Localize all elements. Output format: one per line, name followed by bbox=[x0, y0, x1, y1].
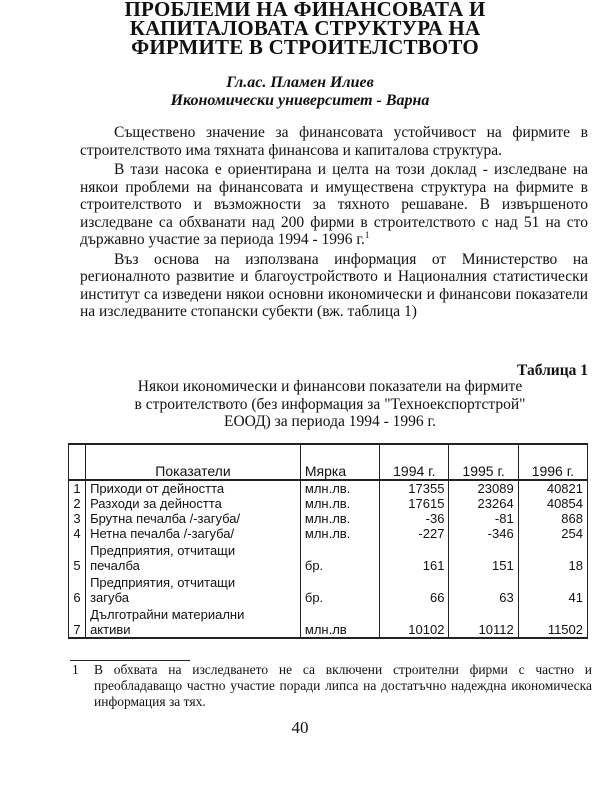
row-index: 3 bbox=[69, 511, 86, 526]
row-value-1994: -36 bbox=[380, 511, 449, 526]
row-value-1994: 10102 bbox=[380, 605, 449, 638]
row-index: 7 bbox=[69, 605, 86, 638]
row-value-1995: 23089 bbox=[449, 480, 518, 496]
table-caption bbox=[70, 378, 590, 431]
row-unit: бр. bbox=[300, 573, 379, 605]
row-value-1994: 17355 bbox=[380, 480, 449, 496]
table-caption-line-1: Някои икономически и финансови показатели на фирмите bbox=[137, 378, 523, 395]
row-value-1995: 23264 bbox=[449, 496, 518, 511]
header-1994: 1994 г. bbox=[380, 444, 449, 480]
row-value-1994: -227 bbox=[380, 526, 449, 541]
title-line-1: ПРОБЛЕМИ НА ФИНАНСОВАТА И bbox=[124, 0, 486, 21]
table-header-row bbox=[69, 444, 588, 480]
row-unit: бр. bbox=[300, 541, 379, 573]
footnote-mark: 1 bbox=[72, 662, 79, 677]
row-unit: млн.лв. bbox=[300, 526, 379, 541]
row-value-1995: 151 bbox=[449, 541, 518, 573]
paragraph-1: Съществено значение за финансовата устойчивост на фирмите в строителството има тяхната финансова и капиталова структура. bbox=[80, 124, 588, 159]
row-unit: млн.лв. bbox=[300, 480, 379, 496]
row-value-1996: 254 bbox=[518, 526, 587, 541]
author-name: Гл.ас. Пламен Илиев bbox=[226, 74, 374, 91]
row-value-1996: 41 bbox=[518, 573, 587, 605]
row-value-1995: -81 bbox=[449, 511, 518, 526]
row-indicator-line-2: загуба bbox=[90, 590, 130, 605]
row-indicator bbox=[86, 541, 301, 573]
row-indicator bbox=[86, 526, 301, 541]
row-indicator-line-1: Брутна печалба /-загуба/ bbox=[90, 511, 241, 526]
row-indicator bbox=[86, 605, 301, 638]
table-row bbox=[69, 480, 588, 496]
row-indicator bbox=[86, 480, 301, 496]
row-indicator-line-2: печалба bbox=[90, 558, 140, 573]
row-indicator bbox=[86, 496, 301, 511]
row-indicator-line-1: Предприятия, отчитащи bbox=[90, 543, 236, 558]
footnote bbox=[72, 662, 592, 710]
table-row bbox=[69, 573, 588, 605]
row-index: 1 bbox=[69, 480, 86, 496]
row-index: 2 bbox=[69, 496, 86, 511]
row-indicator bbox=[86, 573, 301, 605]
row-value-1996: 868 bbox=[518, 511, 587, 526]
row-indicator bbox=[86, 511, 301, 526]
row-unit: млн.лв. bbox=[300, 496, 379, 511]
header-index bbox=[69, 444, 86, 480]
row-indicator-line-1: Приходи от дейността bbox=[90, 481, 225, 496]
indicators-table bbox=[68, 443, 588, 639]
author-affiliation: Икономически университет - Варна bbox=[170, 92, 430, 109]
table-label: Таблица 1 bbox=[517, 362, 588, 379]
table-row bbox=[69, 605, 588, 638]
table-caption-line-3: ЕООД) за периода 1994 - 1996 г. bbox=[223, 413, 436, 430]
row-indicator-line-1: Нетна печалба /-загуба/ bbox=[90, 526, 235, 541]
row-unit: млн.лв bbox=[300, 605, 379, 638]
footnote-reference: 1 bbox=[364, 229, 370, 240]
row-index: 5 bbox=[69, 541, 86, 573]
row-indicator-line-1: Предприятия, отчитащи bbox=[90, 575, 236, 590]
row-value-1996: 18 bbox=[518, 541, 587, 573]
row-indicator-line-1: Дълготрайни материални bbox=[90, 607, 245, 622]
header-1996: 1996 г. bbox=[518, 444, 587, 480]
paragraph-2 bbox=[80, 161, 588, 249]
title-line-3: ФИРМИТЕ В СТРОИТЕЛСТВОТО bbox=[131, 35, 479, 59]
row-value-1995: 10112 bbox=[449, 605, 518, 638]
row-value-1994: 161 bbox=[380, 541, 449, 573]
row-index: 4 bbox=[69, 526, 86, 541]
body-text bbox=[80, 124, 588, 323]
row-value-1995: -346 bbox=[449, 526, 518, 541]
row-value-1996: 40821 bbox=[518, 480, 587, 496]
page-number: 40 bbox=[291, 718, 309, 737]
row-value-1995: 63 bbox=[449, 573, 518, 605]
row-unit: млн.лв. bbox=[300, 511, 379, 526]
table-row bbox=[69, 511, 588, 526]
table-body bbox=[69, 480, 588, 638]
row-value-1996: 11502 bbox=[518, 605, 587, 638]
title-line-2: КАПИТАЛОВАТА СТРУКТУРА НА bbox=[129, 16, 481, 40]
row-value-1994: 17615 bbox=[380, 496, 449, 511]
header-unit: Мярка bbox=[300, 444, 379, 480]
row-indicator-line-2: активи bbox=[90, 622, 131, 637]
table-row bbox=[69, 496, 588, 511]
table-row bbox=[69, 541, 588, 573]
table-row bbox=[69, 526, 588, 541]
row-value-1994: 66 bbox=[380, 573, 449, 605]
row-index: 6 bbox=[69, 573, 86, 605]
footnote-rule bbox=[70, 660, 190, 661]
row-indicator-line-1: Разходи за дейността bbox=[90, 496, 222, 511]
paragraph-3: Въз основа на използвана информация от Министерство на регионалното развитие и благоустройството и Националния статистически институт са изведени някои основни икономически и финансови показатели на изследваните стопански субекти (вж. таблица 1) bbox=[80, 250, 588, 320]
author-block bbox=[0, 74, 600, 110]
document-title bbox=[70, 0, 540, 57]
header-1995: 1995 г. bbox=[449, 444, 518, 480]
paragraph-2-text: В тази насока е ориентирана и целта на този доклад - изследване на някои проблеми на финансовата и имуществена структура на фирмите в строителството и възможности за тяхното решаване. В извършеното изследване са обхванати над 200 фирми в строителството с над 51 на сто държавно участие за периода 1994 - 1996 г. bbox=[80, 161, 588, 248]
header-indicator: Показатели bbox=[86, 444, 301, 480]
table-caption-line-2: в строителството (без информация за "Техноекспортстрой" bbox=[134, 395, 526, 413]
row-value-1996: 40854 bbox=[518, 496, 587, 511]
footnote-text: В обхвата на изследването не са включени строителни фирми с частно и преобладаващо частно участие поради липса на достатъчно надеждна икономическа информация за тях. bbox=[94, 662, 592, 709]
